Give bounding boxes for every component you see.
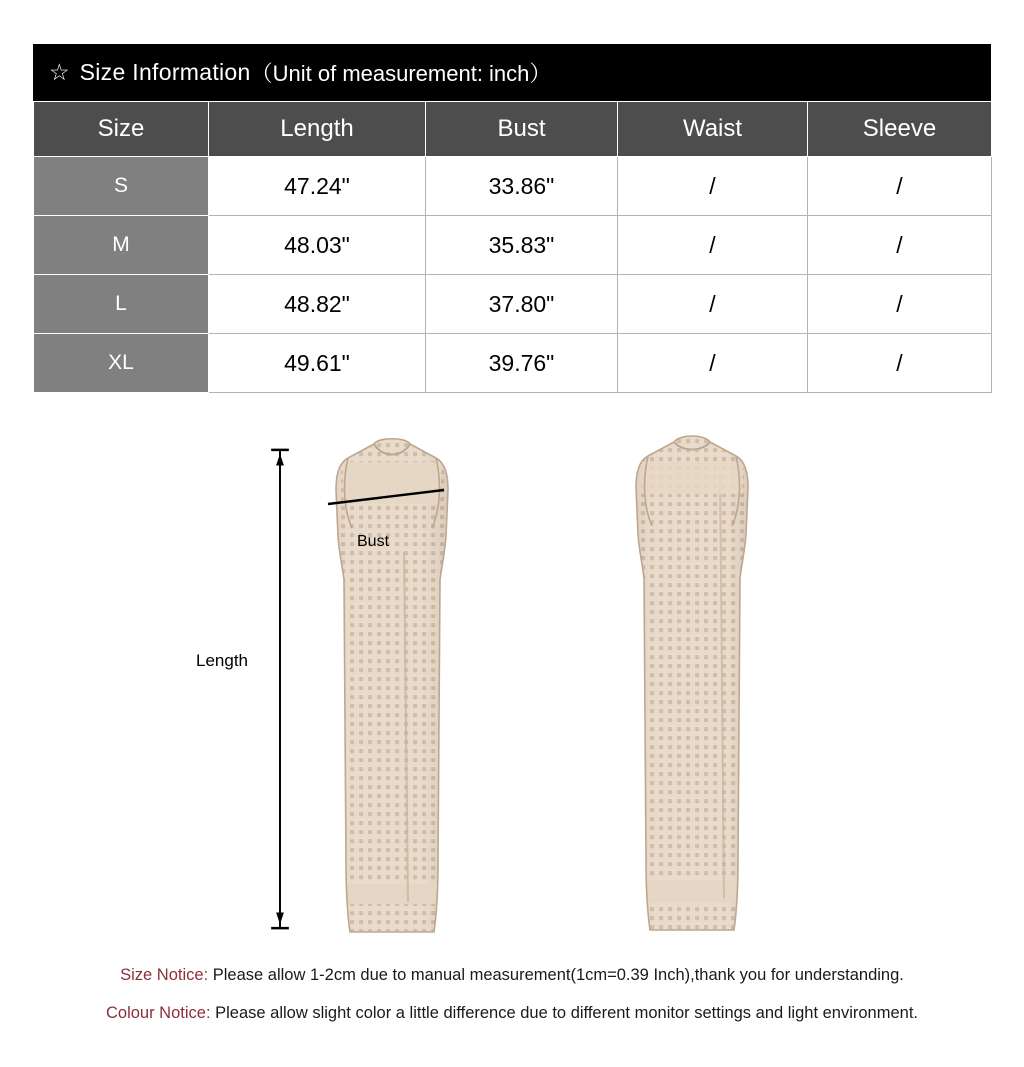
size-notice-text: Please allow 1-2cm due to manual measurement(1cm=0.39 Inch),thank you for understanding. (212, 966, 904, 984)
cell-length: 47.24" (209, 157, 426, 216)
column-header-size: Size (34, 102, 209, 157)
unit-note: （Unit of measurement: inch） (250, 61, 552, 86)
dress-back-view (612, 428, 772, 940)
cell-waist: / (618, 334, 808, 393)
cell-sleeve: / (808, 216, 992, 275)
cell-bust: 35.83" (426, 216, 618, 275)
cell-size: M (34, 216, 209, 275)
dress-front-view (312, 432, 472, 944)
cell-waist: / (618, 157, 808, 216)
table-row (34, 275, 992, 334)
bust-label: Bust (357, 533, 390, 550)
cell-sleeve: / (808, 275, 992, 334)
cell-bust: 37.80" (426, 275, 618, 334)
column-header-length: Length (209, 102, 426, 157)
colour-notice-text: Please allow slight color a little difference due to different monitor settings and light environment. (215, 1004, 918, 1022)
column-header-bust: Bust (426, 102, 618, 157)
cell-length: 48.82" (209, 275, 426, 334)
cell-size: S (34, 157, 209, 216)
column-header-sleeve: Sleeve (808, 102, 992, 157)
table-title-bar (33, 44, 991, 101)
length-measure-arrow (270, 444, 290, 934)
size-information-table (33, 44, 991, 393)
cell-length: 48.03" (209, 216, 426, 275)
colour-notice (0, 1004, 1024, 1023)
colour-notice-label: Colour Notice: (105, 1004, 211, 1022)
table-header-row (34, 102, 992, 157)
cell-waist: / (618, 216, 808, 275)
star-icon: ☆ (49, 59, 70, 85)
table-row (34, 216, 992, 275)
page-title: Size Information (79, 59, 251, 85)
notices-section (0, 966, 1024, 1042)
cell-sleeve: / (808, 157, 992, 216)
table-row (34, 334, 992, 393)
cell-size: XL (34, 334, 209, 393)
cell-bust: 33.86" (426, 157, 618, 216)
cell-waist: / (618, 275, 808, 334)
cell-bust: 39.76" (426, 334, 618, 393)
cell-sleeve: / (808, 334, 992, 393)
measurements-table (33, 101, 992, 393)
length-label: Length (196, 651, 248, 670)
cell-length: 49.61" (209, 334, 426, 393)
table-row (34, 157, 992, 216)
column-header-waist: Waist (618, 102, 808, 157)
size-notice-label: Size Notice: (120, 966, 209, 984)
size-notice (0, 966, 1024, 985)
cell-size: L (34, 275, 209, 334)
